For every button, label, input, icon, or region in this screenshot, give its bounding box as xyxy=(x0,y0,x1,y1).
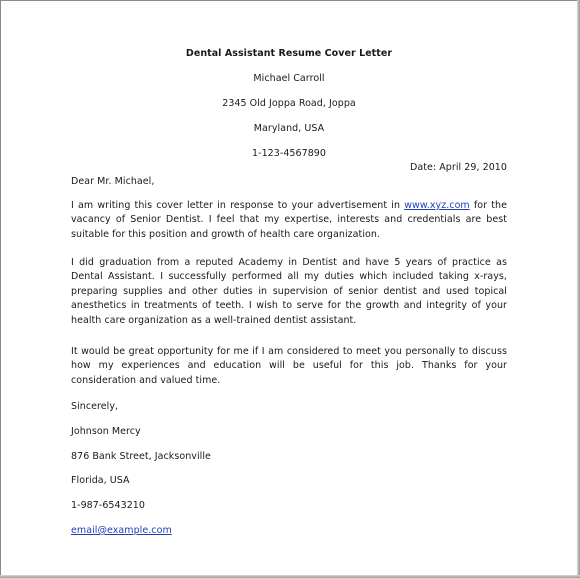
closing: Sincerely, xyxy=(71,401,119,412)
paragraph-1-intro: I am writing this cover letter in response to your advertisement in xyxy=(71,200,405,211)
sender-street: 2345 Old Joppa Road, Joppa xyxy=(222,98,356,109)
signer-name: Johnson Mercy xyxy=(71,426,141,437)
sender-phone: 1-123-4567890 xyxy=(252,148,326,159)
sender-state: Maryland, USA xyxy=(253,123,325,134)
paragraph-2: I did graduation from a reputed Academy in Dentist and have 5 years of practice as Dental Assistant. I successfully performed all my duties which included taking x-rays, preparing supplies and other duties in supervision of senior dentist and used topical anesthetics in treatments of teeth. I wish to serve for the growth and integrity of your health care organization as a well-trained dentist assistant. xyxy=(71,257,507,326)
paragraph-3: It would be great opportunity for me if I am considered to meet you personally to discuss how my experiences and education will be useful for this job. Thanks for your consideration and valued time. xyxy=(71,346,507,386)
email-link[interactable]: email@example.com xyxy=(71,525,172,536)
letter-date: Date: April 29, 2010 xyxy=(410,162,507,173)
salutation: Dear Mr. Michael, xyxy=(71,176,155,187)
signer-phone: 1-987-6543210 xyxy=(71,500,145,511)
paragraph-1-rest: for the vacancy of Senior Dentist. I feel that my expertise, interests and credentials are best suitable for this position and growth of health care organization. xyxy=(71,200,507,240)
letter-title: Dental Assistant Resume Cover Letter xyxy=(185,48,393,59)
signer-street: 876 Bank Street, Jacksonville xyxy=(71,451,211,462)
signer-city: Florida, USA xyxy=(71,475,130,486)
website-link[interactable]: www.xyz.com xyxy=(404,200,470,211)
sender-name: Michael Carroll xyxy=(253,73,325,84)
paragraph-1 xyxy=(71,199,507,242)
